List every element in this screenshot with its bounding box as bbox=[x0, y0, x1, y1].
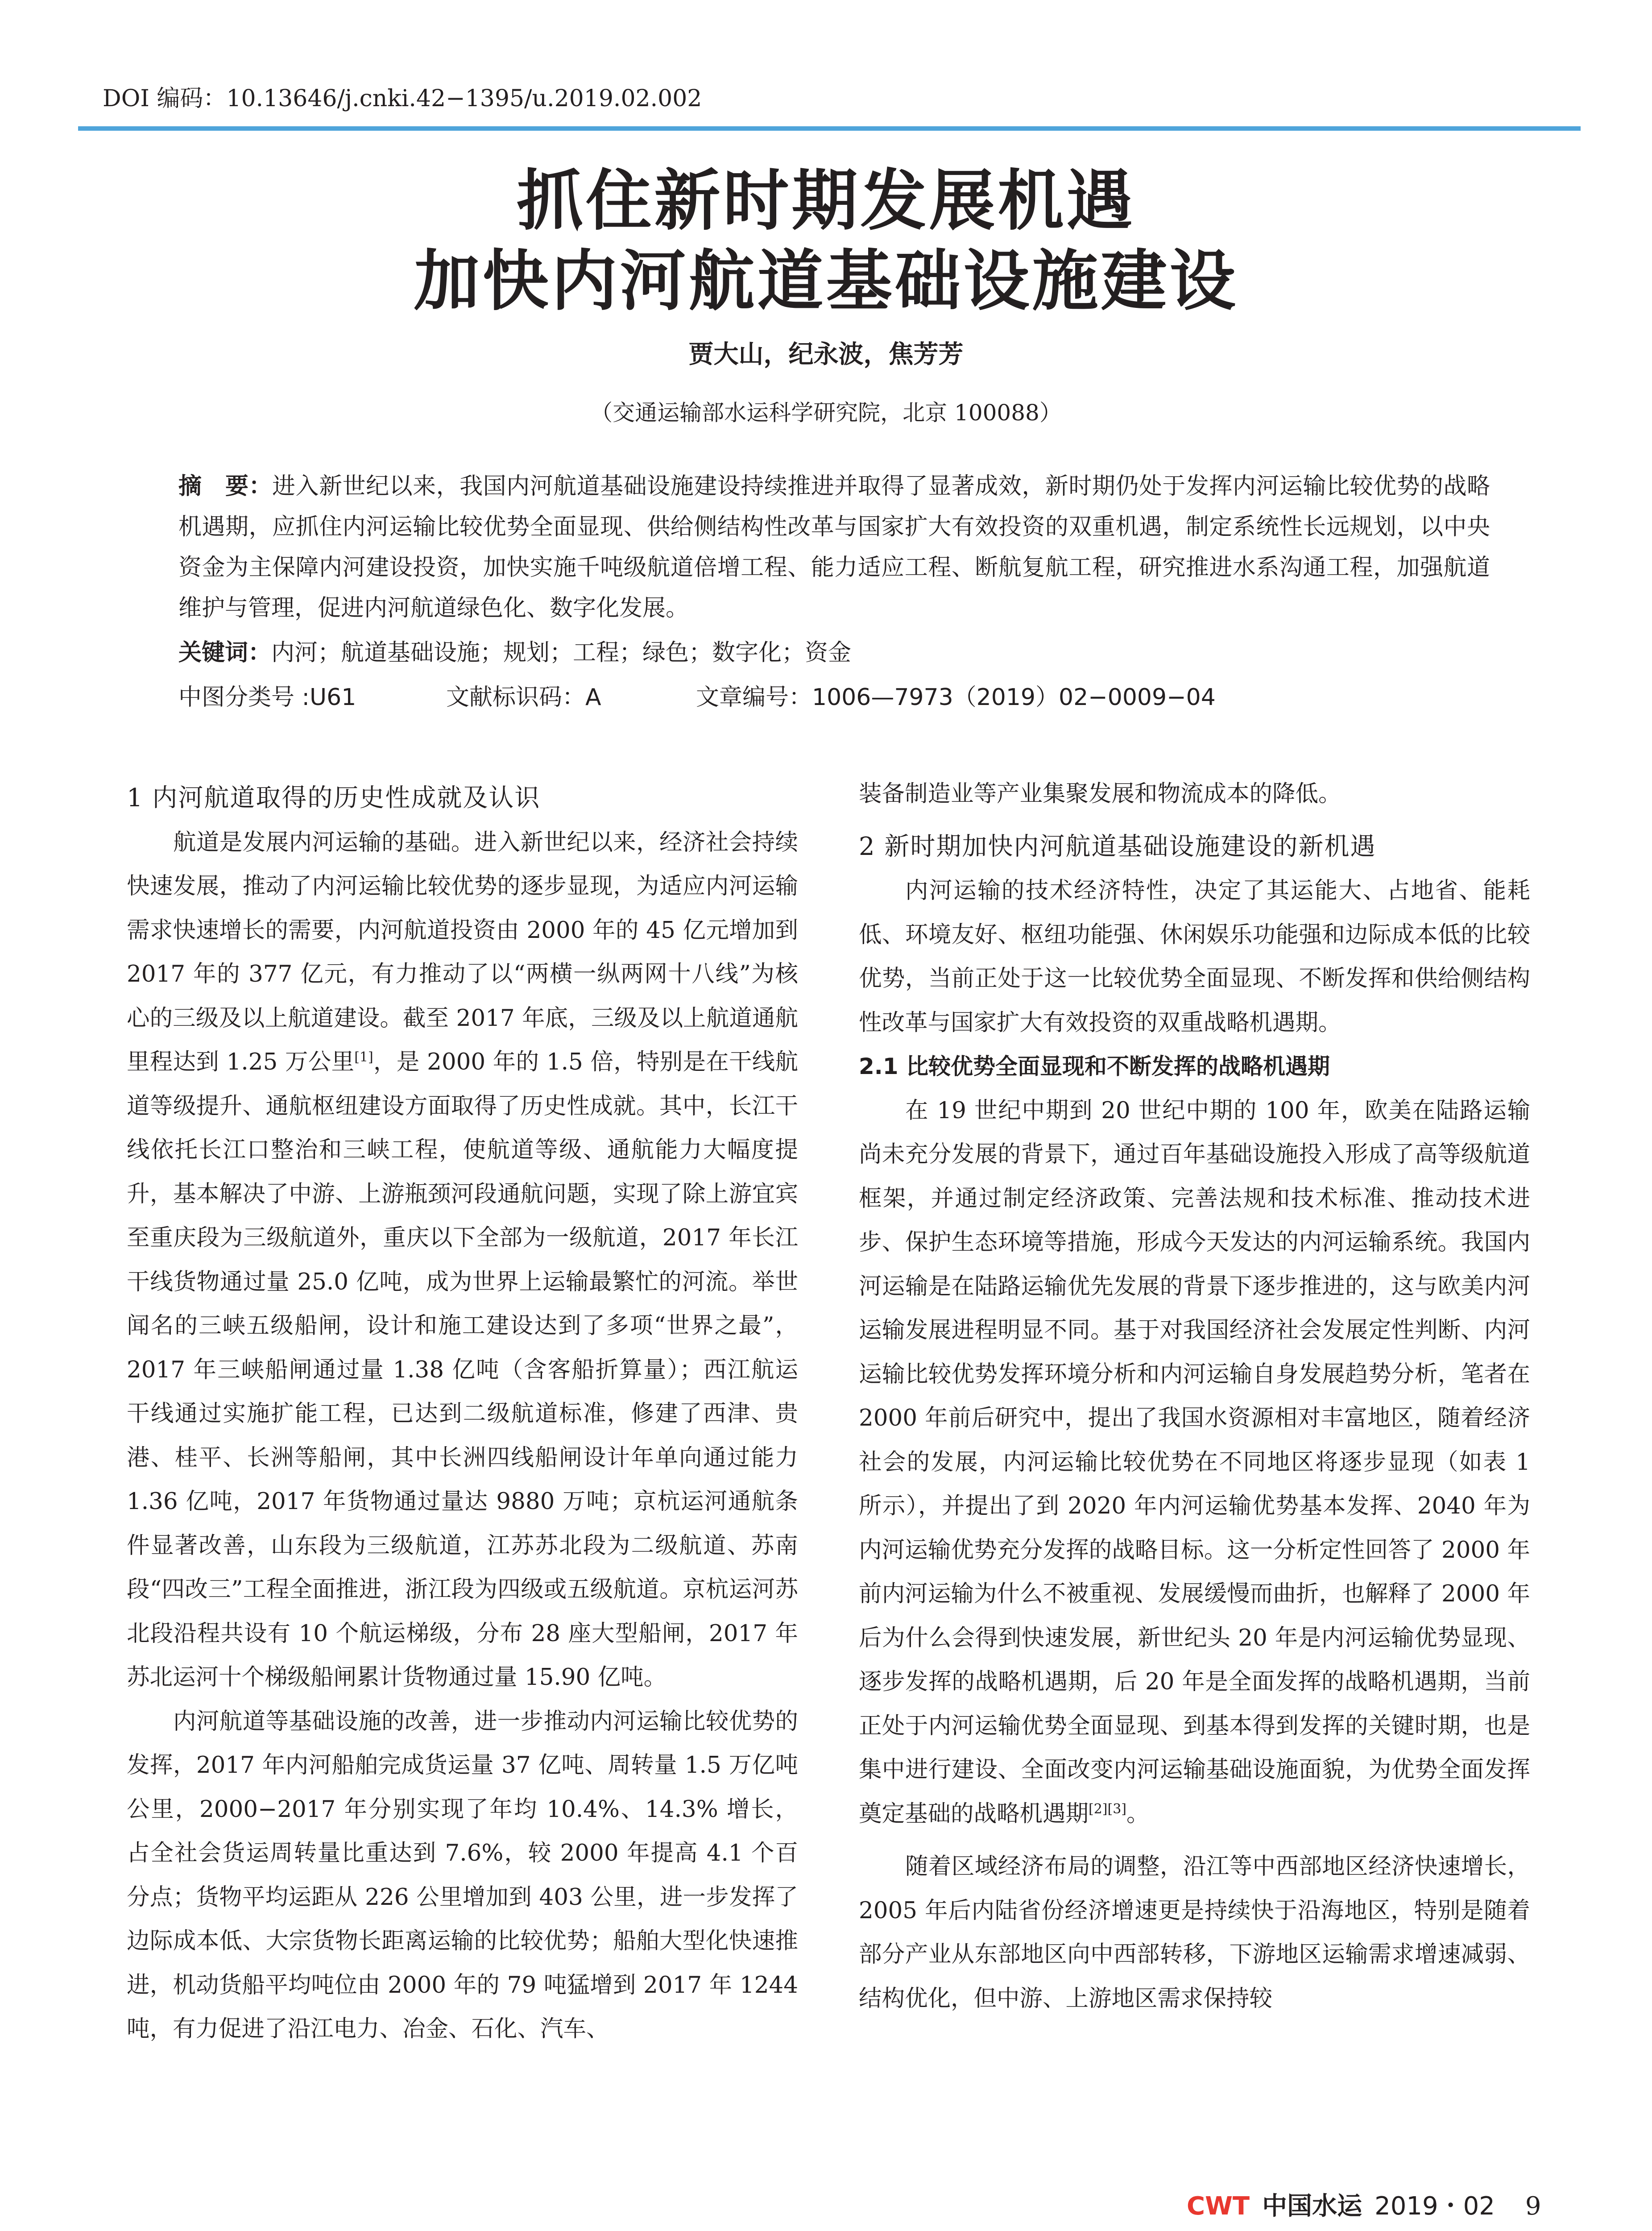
abstract-label: 摘 要： bbox=[178, 473, 273, 500]
clc-number: 中图分类号 :U61 bbox=[178, 684, 356, 711]
title-line-2: 加快内河航道基础设施建设 bbox=[414, 243, 1238, 319]
section-2-heading: 2 新时期加快内河航道基础设施建设的新机遇 bbox=[859, 832, 1376, 861]
paragraph-text: ，是 2000 年的 1.5 倍，特别是在干线航道等级提升、通航枢纽建设方面取得了历史性成就。其中，长江干线依托长江口整治和三峡工程，使航道等级、通航能力大幅度提升，基本解决了中游、上游瓶颈河段通航问题，实现了除上游宜宾至重庆段为三级航道外，重庆以下全部为一级航道，2017 年长江干线货物通过量 25.0 亿吨，成为世界上运输最繁忙的河流。举世闻名的三峡五级船闸，设计和施工建设达到了多项“世界之最”，2017 年三峡船闸通过量 1.38 亿吨（含客船折算量）；西江航运干线通过实施扩能工程，已达到二级航道标准，修建了西津、贵港、桂平、长洲等船闸，其中长洲四线船闸设计年单向通过能力 1.36 亿吨，2017 年货物通过量达 9880 万吨；京杭运河通航条件显著改善，山东段为三级航道，江苏苏北段为二级航道、苏南段“四改三”工程全面推进，浙江段为四级或五级航道。京杭运河苏北段沿程共设有 10 个航运梯级，分布 28 座大型船闸，2017 年苏北运河十个梯级船闸累计货物通过量 15.90 亿吨。 bbox=[127, 1049, 798, 1691]
paragraph-text: 。 bbox=[1126, 1800, 1150, 1827]
paragraph: 内河航道等基础设施的改善，进一步推动内河运输比较优势的发挥，2017 年内河船舶完成货运量 37 亿吨、周转量 1.5 万亿吨公里，2000−2017 年分别实现了年均 10.4%、14.3% 增长，占全社会货运周转量比重达到 7.6%，较 2000 年提高 4.1 个百分点；货物平均运距从 226 公里增加到 403 公里，进一步发挥了边际成本低、大宗货物长距离运输的比较优势；船舶大型化快速推进，机动货船平均吨位由 2000 年的 79 吨猛增到 2017 年 1244 吨，有力促进了沿江电力、冶金、石化、汽车、 bbox=[127, 1708, 798, 2042]
affiliation: （交通运输部水运科学研究院，北京 100088） bbox=[590, 400, 1062, 426]
section-1-heading: 1 内河航道取得的历史性成就及认识 bbox=[127, 784, 541, 813]
article-number: 文章编号：1006—7973（2019）02−0009−04 bbox=[696, 684, 1216, 711]
paragraph-text: 在 19 世纪中期到 20 世纪中期的 100 年，欧美在陆路运输尚未充分发展的背景下，通过百年基础设施投入形成了高等级航道框架，并通过制定经济政策、完善法规和技术标准、推动技术进步、保护生态环境等措施，形成今天发达的内河运输系统。我国内河运输是在陆路运输优先发展的背景下逐步推进的，这与欧美内河运输发展进程明显不同。基于对我国经济社会发展定性判断、内河运输比较优势发挥环境分析和内河运输自身发展趋势分析，笔者在 2000 年前后研究中，提出了我国水资源相对丰富地区，随着经济社会的发展，内河运输比较优势在不同地区将逐步显现（如表 1 所示），并提出了到 2020 年内河运输优势基本发挥、2040 年为内河运输优势充分发挥的战略目标。这一分析定性回答了 2000 年前内河运输为什么不被重视、发展缓慢而曲折，也解释了 2000 年后为什么会得到快速发展，新世纪头 20 年是内河运输优势显现、逐步发挥的战略机遇期，后 20 年是全面发挥的战略机遇期，当前正处于内河运输优势全面显现、到基本得到发挥的关键时期，也是集中进行建设、全面改变内河运输基础设施面貌，为优势全面发挥奠定基础的战略机遇期 bbox=[859, 1097, 1530, 1827]
abstract-text: 进入新世纪以来，我国内河航道基础设施建设持续推进并取得了显著成效，新时期仍处于发挥内河运输比较优势的战略机遇期，应抓住内河运输比较优势全面显现、供给侧结构性改革与国家扩大有效投资的双重机遇，制定系统性长远规划，以中央资金为主保障内河建设投资，加快实施千吨级航道倍增工程、能力适应工程、断航复航工程，研究推进水系沟通工程，加强航道维护与管理，促进内河航道绿色化、数字化发展。 bbox=[178, 473, 1490, 622]
paragraph: 装备制造业等产业集聚发展和物流成本的降低。 bbox=[859, 780, 1341, 807]
paragraph: 内河运输的技术经济特性，决定了其运能大、占地省、能耗低、环境友好、枢纽功能强、休闲娱乐功能强和边际成本低的比较优势，当前正处于这一比较优势全面显现、不断发挥和供给侧结构性改革与国家扩大有效投资的双重战略机遇期。 bbox=[859, 877, 1530, 1036]
document-code: 文献标识码：A bbox=[446, 684, 601, 711]
abstract bbox=[178, 466, 1490, 629]
issue-number: 2019・02 bbox=[1375, 2192, 1495, 2221]
classification-line bbox=[178, 678, 1216, 712]
title-line-1: 抓住新时期发展机遇 bbox=[517, 162, 1135, 239]
header-rule bbox=[78, 126, 1581, 131]
paragraph: 随着区域经济布局的调整，沿江等中西部地区经济快速增长，2005 年后内陆省份经济增速更是持续快于沿海地区，特别是随着部分产业从东部地区向中西部转移，下游地区运输需求增速减弱、结构优化，但中游、上游地区需求保持较 bbox=[859, 1853, 1530, 2012]
keywords-label: 关键词： bbox=[178, 639, 272, 666]
keywords bbox=[178, 634, 851, 667]
page-footer bbox=[1187, 2186, 1541, 2222]
paragraph bbox=[859, 1089, 1530, 1836]
journal-name: 中国水运 bbox=[1262, 2192, 1362, 2221]
paragraph bbox=[127, 821, 798, 1700]
citation[interactable]: [1] bbox=[354, 1049, 373, 1065]
subsection-2-1-heading: 2.1 比较优势全面显现和不断发挥的战略机遇期 bbox=[859, 1053, 1330, 1079]
right-column bbox=[859, 772, 1530, 2020]
page-number: 9 bbox=[1525, 2192, 1541, 2221]
citation[interactable]: [2][3] bbox=[1089, 1801, 1127, 1817]
authors: 贾大山，纪永波，焦芳芳 bbox=[688, 340, 964, 369]
left-column bbox=[127, 776, 798, 2051]
paragraph-text: 航道是发展内河运输的基础。进入新世纪以来，经济社会持续快速发展，推动了内河运输比较优势的逐步显现，为适应内河运输需求快速增长的需要，内河航道投资由 2000 年的 45 亿元增加到 2017 年的 377 亿元，有力推动了以“两横一纵两网十八线”为核心的三级及以上航道建设。截至 2017 年底，三级及以上航道通航里程达到 1.25 万公里 bbox=[127, 829, 798, 1075]
doi-line: DOI 编码：10.13646/j.cnki.42−1395/u.2019.02.002 bbox=[103, 85, 702, 112]
journal-brand-logo: CWT bbox=[1187, 2192, 1250, 2221]
keywords-text: 内河；航道基础设施；规划；工程；绿色；数字化；资金 bbox=[271, 639, 852, 666]
